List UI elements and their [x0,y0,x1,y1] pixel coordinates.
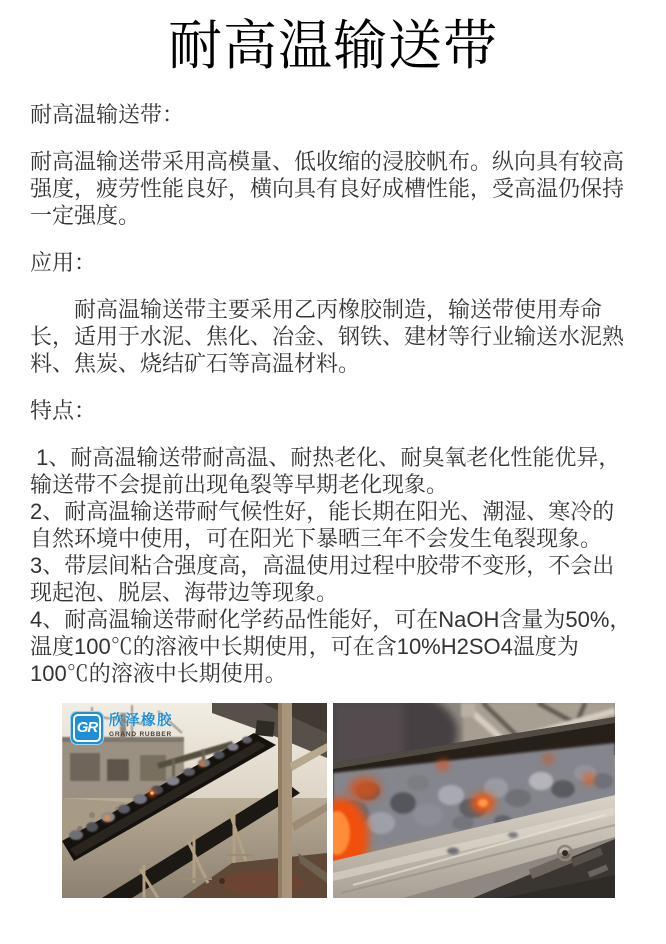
page-title: 耐高温输送带 [168,16,498,76]
hot-material-closeup-photo [333,703,615,898]
application-label: 应用： [30,249,97,275]
feature-item-1: 1、耐高温输送带耐高温、耐热老化、耐臭氧老化性能优异，输送带不会提前出现龟裂等早期老化现象。 [30,444,621,497]
intro-paragraph: 耐高温输送带采用高模量、低收缩的浸胶帆布。纵向具有较高强度，疲劳性能良好，横向具有良好成槽性能，受高温仍保持一定强度。 [30,148,625,228]
hot-material-illustration [333,703,615,898]
feature-item-3: 3、带层间粘合强度高，高温使用过程中胶带不变形，不会出现起泡、脱层、海带边等现象。 [30,552,615,605]
product-photos [62,703,666,898]
logo-badge [70,711,104,745]
intro-label: 耐高温输送带： [30,101,185,127]
logo-company-name-en: GRAND RUBBER [109,730,173,738]
application-paragraph: 耐高温输送带主要采用乙丙橡胶制造，输送带使用寿命长，适用于水泥、焦化、冶金、钢铁、建材等行业输送水泥熟料、焦炭、烧结矿石等高温材料。 [30,296,625,376]
factory-conveyor-photo [62,703,327,898]
logo-monogram: GR [73,714,101,742]
logo-company-name-cn: 欣泽橡胶 [109,712,173,729]
product-description [30,101,634,687]
features-label: 特点： [30,397,97,423]
features-list [30,444,634,687]
feature-item-4: 4、耐高温输送带耐化学药品性能好，可在NaOH含量为50%，温度100℃的溶液中长期使用，可在含10%H2SO4温度为100℃的溶液中长期使用。 [30,606,632,686]
product-detail-page [0,14,666,944]
feature-item-2: 2、耐高温输送带耐气候性好，能长期在阳光、潮湿、寒冷的自然环境中使用，可在阳光下暴晒三年不会发生龟裂现象。 [30,498,615,551]
brand-logo [70,711,173,745]
logo-text [109,711,173,738]
